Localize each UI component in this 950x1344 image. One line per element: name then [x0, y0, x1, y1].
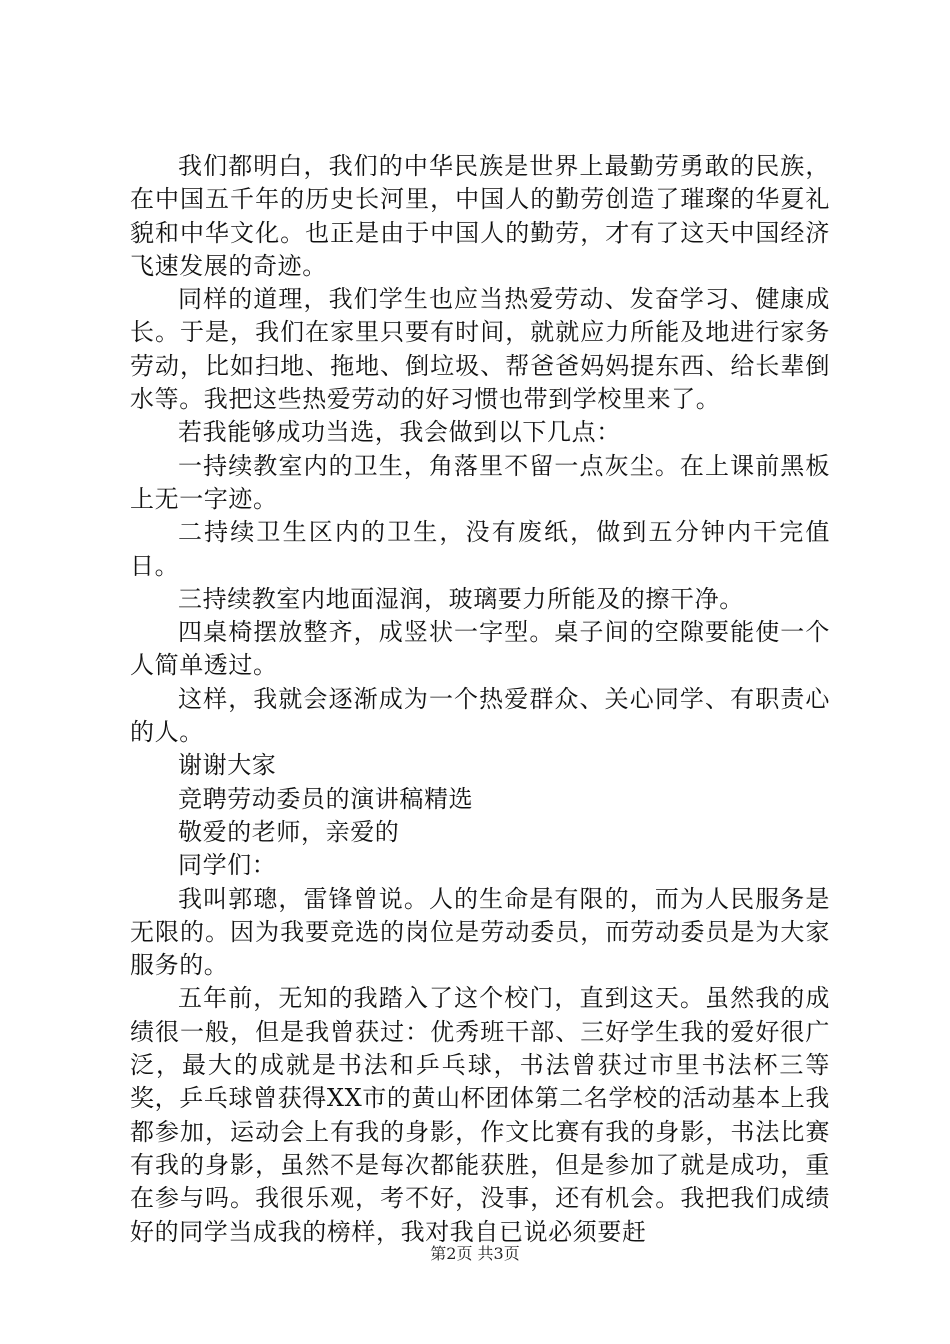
section-title: 竞聘劳动委员的演讲稿精选 [178, 784, 474, 813]
paragraph-achievements: 五年前，无知的我踏入了这个校门，直到这天。虽然我的成绩很一般，但是我曾获过：优秀班干部、三好学生我的爱好很广泛，最大的成就是书法和乒乓球，书法曾获过市里书法杯三等奖，乒乓球曾获得XX市的黄山杯团体第二名学校的活动基本上我都参加，运动会上有我的身影，作文比赛有我的身影，书法比赛有我的身影，虽然不是每次都能获胜，但是参加了就是成功，重在参与吗。我很乐观，考不好，没事，还有机会。我把我们成绩好的同学当成我的榜样，我对我自已说必须要赶 [130, 984, 830, 1246]
paragraph-students-love-labor: 同样的道理，我们学生也应当热爱劳动、发奋学习、健康成长。于是，我们在家里只要有时间，就就应力所能及地进行家务劳动，比如扫地、拖地、倒垃圾、帮爸爸妈妈提东西、给长辈倒水等。我把这些热爱劳动的好习惯也带到学校里来了。 [130, 285, 830, 414]
paragraph-point-one: 一持续教室内的卫生，角落里不留一点灰尘。在上课前黑板上无一字迹。 [130, 451, 830, 513]
paragraph-conclusion: 这样，我就会逐渐成为一个热爱群众、关心同学、有职责心的人。 [130, 684, 830, 747]
paragraph-if-elected: 若我能够成功当选，我会做到以下几点： [178, 418, 621, 447]
page-number-footer: 第2页 共3页 [430, 1244, 520, 1263]
body-text [130, 150, 830, 1249]
paragraph-diligence-tradition: 我们都明白，我们的中华民族是世界上最勤劳勇敢的民族，在中国五千年的历史长河里，中国人的勤劳创造了璀璨的华夏礼貌和中华文化。也正是由于中国人的勤劳，才有了这天中国经济飞速发展的奇迹。 [130, 152, 830, 280]
salutation-classmates: 同学们： [178, 851, 277, 880]
salutation-teachers: 敬爱的老师，亲爱的 [178, 817, 400, 846]
paragraph-introduction: 我叫郭璁，雷锋曾说。人的生命是有限的，而为人民服务是无限的。因为我要竞选的岗位是劳动委员，而劳动委员是为大家服务的。 [130, 884, 830, 980]
paragraph-point-two: 二持续卫生区内的卫生，没有废纸，做到五分钟内干完值日。 [130, 518, 830, 580]
paragraph-thanks: 谢谢大家 [178, 751, 277, 780]
paragraph-point-three: 三持续教室内地面湿润，玻璃要力所能及的擦干净。 [178, 584, 744, 613]
paragraph-point-four: 四桌椅摆放整齐，成竖状一字型。桌子间的空隙要能使一个人简单透过。 [130, 618, 830, 680]
